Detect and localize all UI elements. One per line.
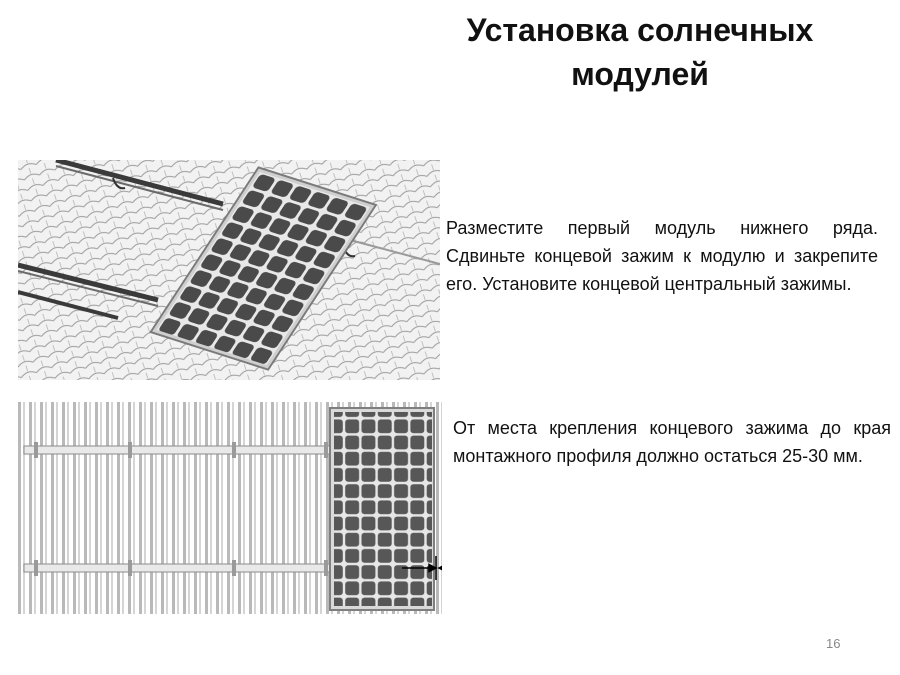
panel-top-view-drawing (18, 402, 442, 614)
instruction-paragraph-1: Разместите первый модуль нижнего ряда. Сдвиньте концевой зажим к модулю и закрепите его. Установите концевой центральный зажимы. (446, 218, 878, 294)
page-number: 16 (826, 636, 841, 651)
title-line-1: Установка солнечных (466, 12, 814, 48)
panel-top-view-illustration (18, 402, 442, 614)
roof-panel-illustration (18, 160, 440, 380)
title-line-2: модулей (571, 56, 709, 92)
solar-panel-top (330, 408, 434, 610)
instruction-paragraph-2: От места крепления концевого зажима до края монтажного профиля должно остаться 25-30 мм. (453, 418, 891, 466)
roof-panel-drawing (18, 160, 440, 380)
slide-title (400, 8, 880, 96)
